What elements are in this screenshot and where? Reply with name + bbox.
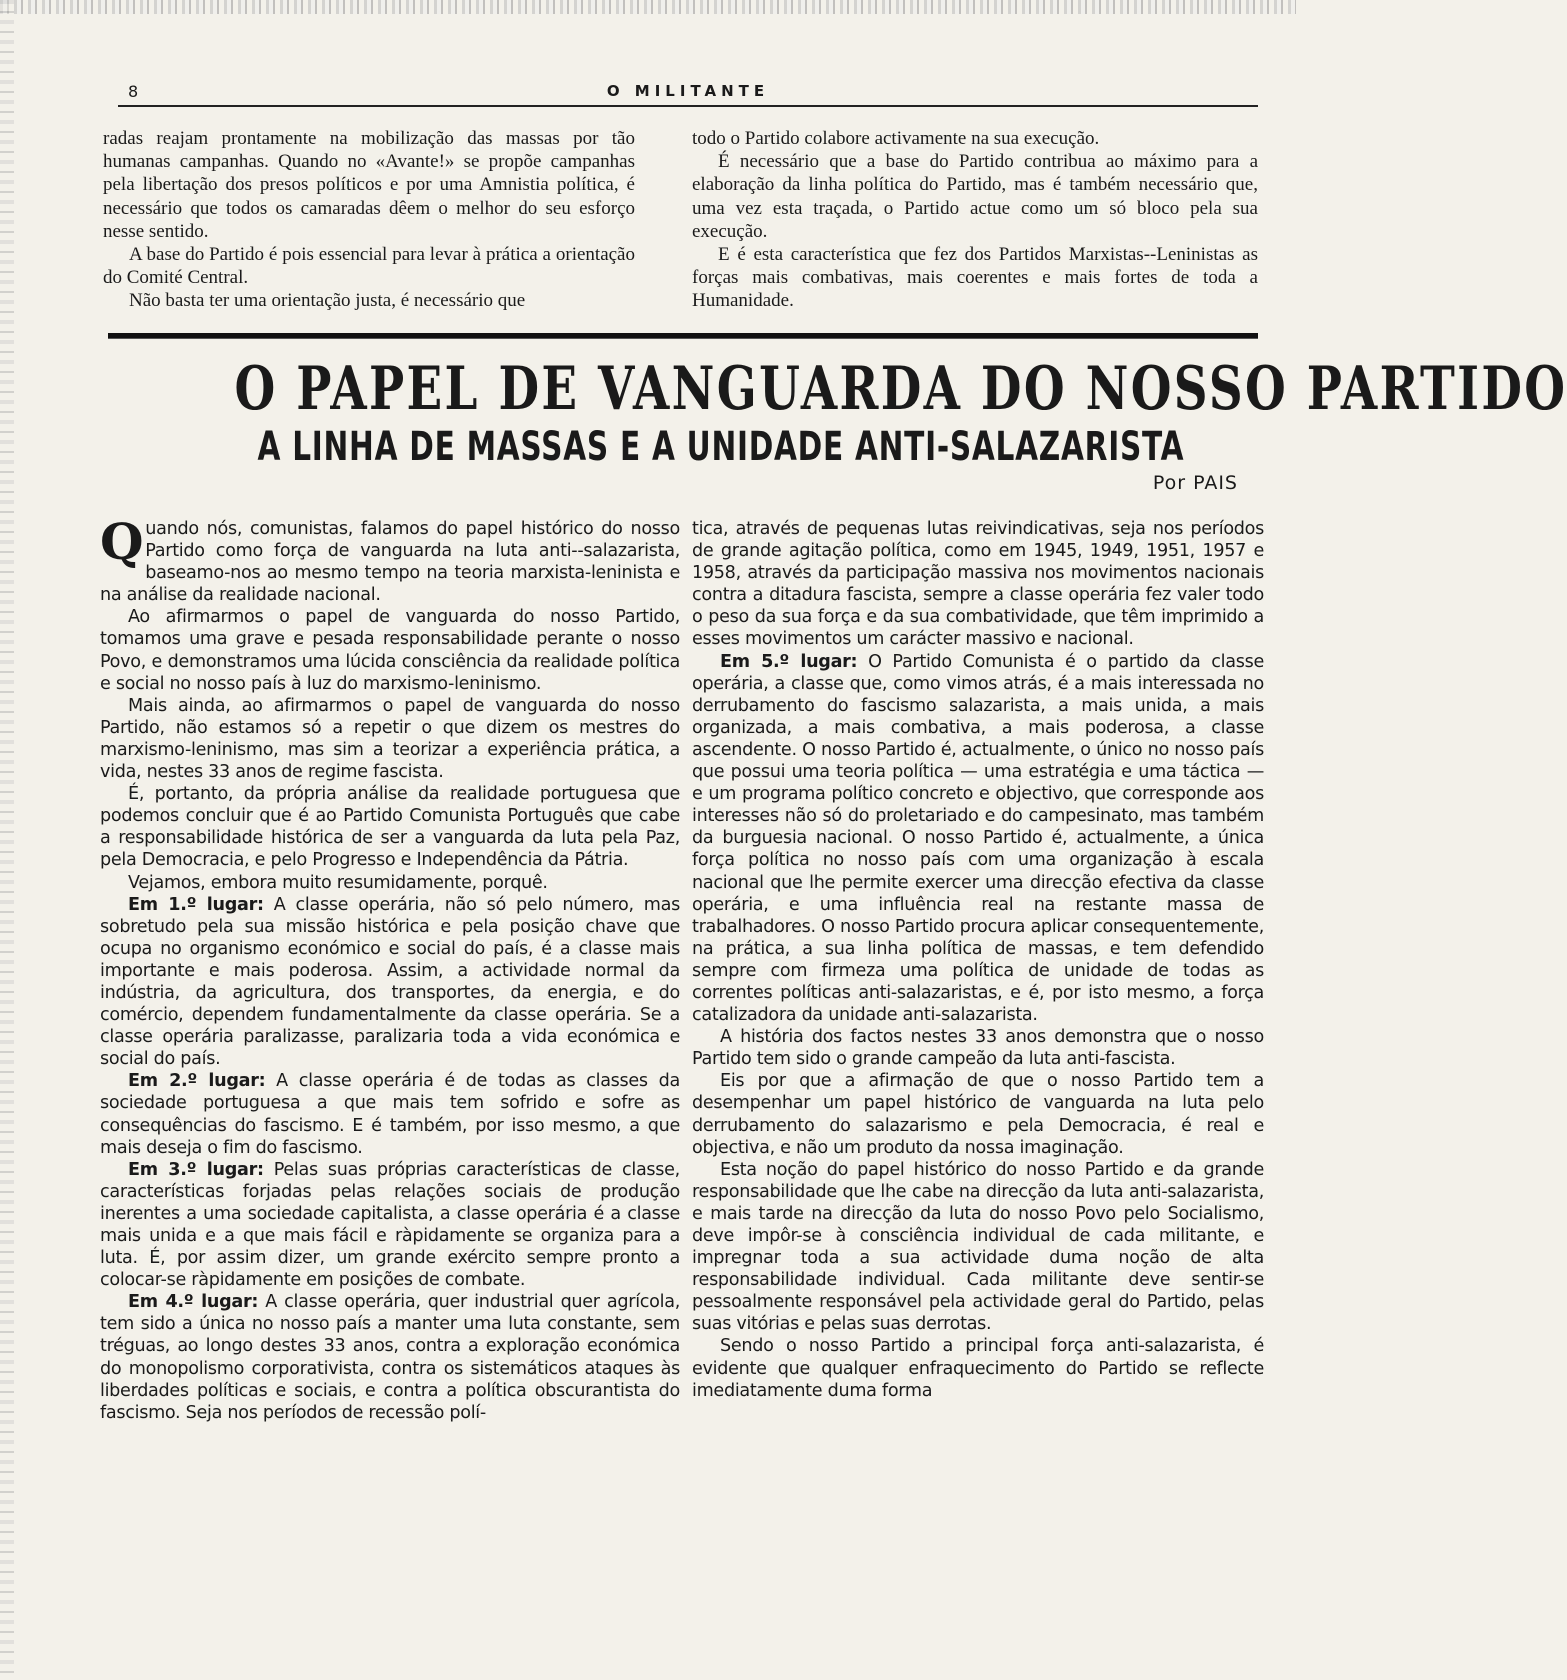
previous-article-left-column [103,127,635,313]
paragraph: Mais ainda, ao afirmarmos o papel de vanguarda do nosso Partido, não estamos só a repetir o que dizem os mestres do marxismo-leninismo, mas sim a teorizar a experiência prática, a vida, nestes 33 anos de regime fascista. [100,695,680,783]
point-lead: Em 1.º lugar: [128,894,264,915]
point-lead: Em 5.º lugar: [720,651,858,672]
page-number: 8 [128,82,139,101]
article-left-column [100,512,680,1424]
paragraph: Eis por que a afirmação de que o nosso Partido tem a desempenhar um papel histórico de vanguarda na luta pelo derrubamento do salazarismo e pela Democracia, é real e objectiva, e não um produto da nossa imaginação. [692,1071,1264,1158]
paragraph: todo o Partido colabore activamente na sua execução. [692,128,1100,149]
article-right-column [692,518,1264,1402]
paragraph [692,651,1264,1027]
paragraph: Não basta ter uma orientação justa, é necessário que [129,290,526,312]
section-divider [108,333,1258,339]
article-byline: Por PAIS [1152,472,1238,494]
paragraph: Vejamos, embora muito resumidamente, porquê. [128,872,548,893]
point-lead: Em 3.º lugar: [128,1159,264,1180]
scan-noise-top [0,0,1296,14]
paragraph-text: O Partido Comunista é o partido da classe operária, a classe que, como vimos atrás, é a mais interessada no derrubamento do fascismo salazarista, a mais unida, a mais organizada, a mais combativa, a mais poderosa, a classe ascendente. O nosso Partido é, actualmente, o único no nosso país que possui uma teoria política — uma estratégia e uma táctica — e um programa político concreto e objectivo, que corresponde aos interesses não só do proletariado e do campesinato, mas também da burguesia nacional. O nosso Partido é, actualmente, a única força política no nosso país com uma organização à escala nacional que lhe permite exercer uma direcção efectiva da classe operária, e uma influência real na restante massa de trabalhadores. O nosso Partido procura aplicar consequentemente, na prática, a sua linha política de massas, e tem defendido sempre com firmeza uma política de unidade de todas as correntes políticas anti-salazaristas, e é, por isto mesmo, a força catalizadora da unidade anti-salazarista. [692,651,1264,1026]
journal-name: O MILITANTE [606,82,770,100]
paragraph [100,1159,680,1292]
running-header [118,82,1258,106]
paragraph-text: Pelas suas próprias características de classe, características forjadas pelas relações sociais de produção inerentes a uma sociedade capitalista, a classe operária é a classe mais unida e a que mais fácil e ràpidamente se organiza para a luta. É, por assim dizer, um grande exército sempre pronto a colocar-se ràpidamente em posições de combate. [100,1159,680,1291]
scan-edge-left [0,0,14,1680]
paragraph [100,894,680,1071]
paragraph: radas reajam prontamente na mobilização das massas por tão humanas campanhas. Quando no «Avante!» se propõe campanhas pela libertação dos presos políticos e por uma Amnistia política, é necessário que todos os camaradas dêem o melhor do seu esforço nesse sentido. [103,128,635,242]
header-rule [118,105,1258,107]
paragraph [100,1291,680,1424]
paragraph-text: A classe operária é de todas as classes da sociedade portuguesa a que mais tem sofrido e sofre as consequências do fascismo. E é também, por isso mesmo, a que mais deseja o fim do fascismo. [100,1071,680,1158]
article-subtitle: A LINHA DE MASSAS E A UNIDADE ANTI-SALAZARISTA [257,424,1185,470]
previous-article-right-column [692,127,1258,313]
paragraph-text: uando nós, comunistas, falamos do papel histórico do nosso Partido como força de vanguarda na luta anti--salazarista, baseamo-nos ao mesmo tempo na teoria marxista-leninista e na análise da realidade nacional. [100,519,680,606]
paragraph: Sendo o nosso Partido a principal força anti-salazarista, é evidente que qualquer enfraquecimento do Partido se reflecte imediatamente duma forma [692,1336,1264,1401]
paragraph: É necessário que a base do Partido contribua ao máximo para a elaboração da linha política do Partido, mas é também necessário que, uma vez esta traçada, o Partido actue como um só bloco pela sua execução. [692,151,1258,242]
paragraph [100,512,680,606]
paragraph: Esta noção do papel histórico do nosso Partido e da grande responsabilidade que lhe cabe na direcção da luta anti-salazarista, e mais tarde na direcção da luta do nosso Povo pelo Socialismo, deve impôr-se à consciência individual de cada militante, e impregnar toda a sua actividade duma noção de alta responsabilidade individual. Cada militante deve sentir-se pessoalmente responsável pela actividade geral do Partido, pelas suas vitórias e pelas suas derrotas. [692,1159,1264,1335]
paragraph-text: A classe operária, não só pelo número, mas sobretudo pela sua missão histórica e pela posição chave que ocupa no organismo económico e social do país, é a classe mais importante e mais poderosa. Assim, a actividade normal da indústria, da agricultura, dos transportes, da energia, e do comércio, dependem fundamentalmente da classe operária. Se a classe operária paralizasse, paralizaria toda a vida económica e social do país. [100,894,680,1070]
drop-cap: Q [100,512,144,571]
point-lead: Em 2.º lugar: [128,1071,266,1092]
point-lead: Em 4.º lugar: [128,1292,259,1313]
article-title: O PAPEL DE VANGUARDA DO NOSSO PARTIDO [234,354,1567,424]
paragraph [100,1070,680,1158]
paragraph: A história dos factos nestes 33 anos demonstra que o nosso Partido tem sido o grande campeão da luta anti-fascista. [692,1027,1264,1070]
paragraph: É, portanto, da própria análise da realidade portuguesa que podemos concluir que é ao Partido Comunista Português que cabe a responsabilidade histórica de ser a vanguarda da luta pela Paz, pela Democracia, e pelo Progresso e Independência da Pátria. [100,784,680,871]
paragraph: Ao afirmarmos o papel de vanguarda do nosso Partido, tomamos uma grave e pesada responsabilidade perante o nosso Povo, e demonstramos uma lúcida consciência da realidade política e social no nosso país à luz do marxismo-leninismo. [100,607,680,694]
paragraph: E é esta característica que fez dos Partidos Marxistas--Leninistas as forças mais combativas, mais coerentes e mais fortes de toda a Humanidade. [692,244,1258,312]
paragraph: A base do Partido é pois essencial para levar à prática a orientação do Comité Central. [103,244,635,289]
paragraph-text: A classe operária, quer industrial quer agrícola, tem sido a única no nosso país a manter uma luta constante, sem tréguas, ao longo destes 33 anos, contra a exploração económica do monopolismo corporativista, contra os sistemáticos ataques às liberdades políticas e sociais, e contra a política obscurantista do fascismo. Seja nos períodos de recessão polí- [100,1292,680,1423]
paragraph: tica, através de pequenas lutas reivindicativas, seja nos períodos de grande agitação política, como em 1945, 1949, 1951, 1957 e 1958, através da participação massiva nos movimentos nacionais contra a ditadura fascista, sempre a classe operária fez valer todo o peso da sua força e da sua combatividade, que têm imprimido a esses movimentos um carácter massivo e nacional. [692,519,1264,650]
